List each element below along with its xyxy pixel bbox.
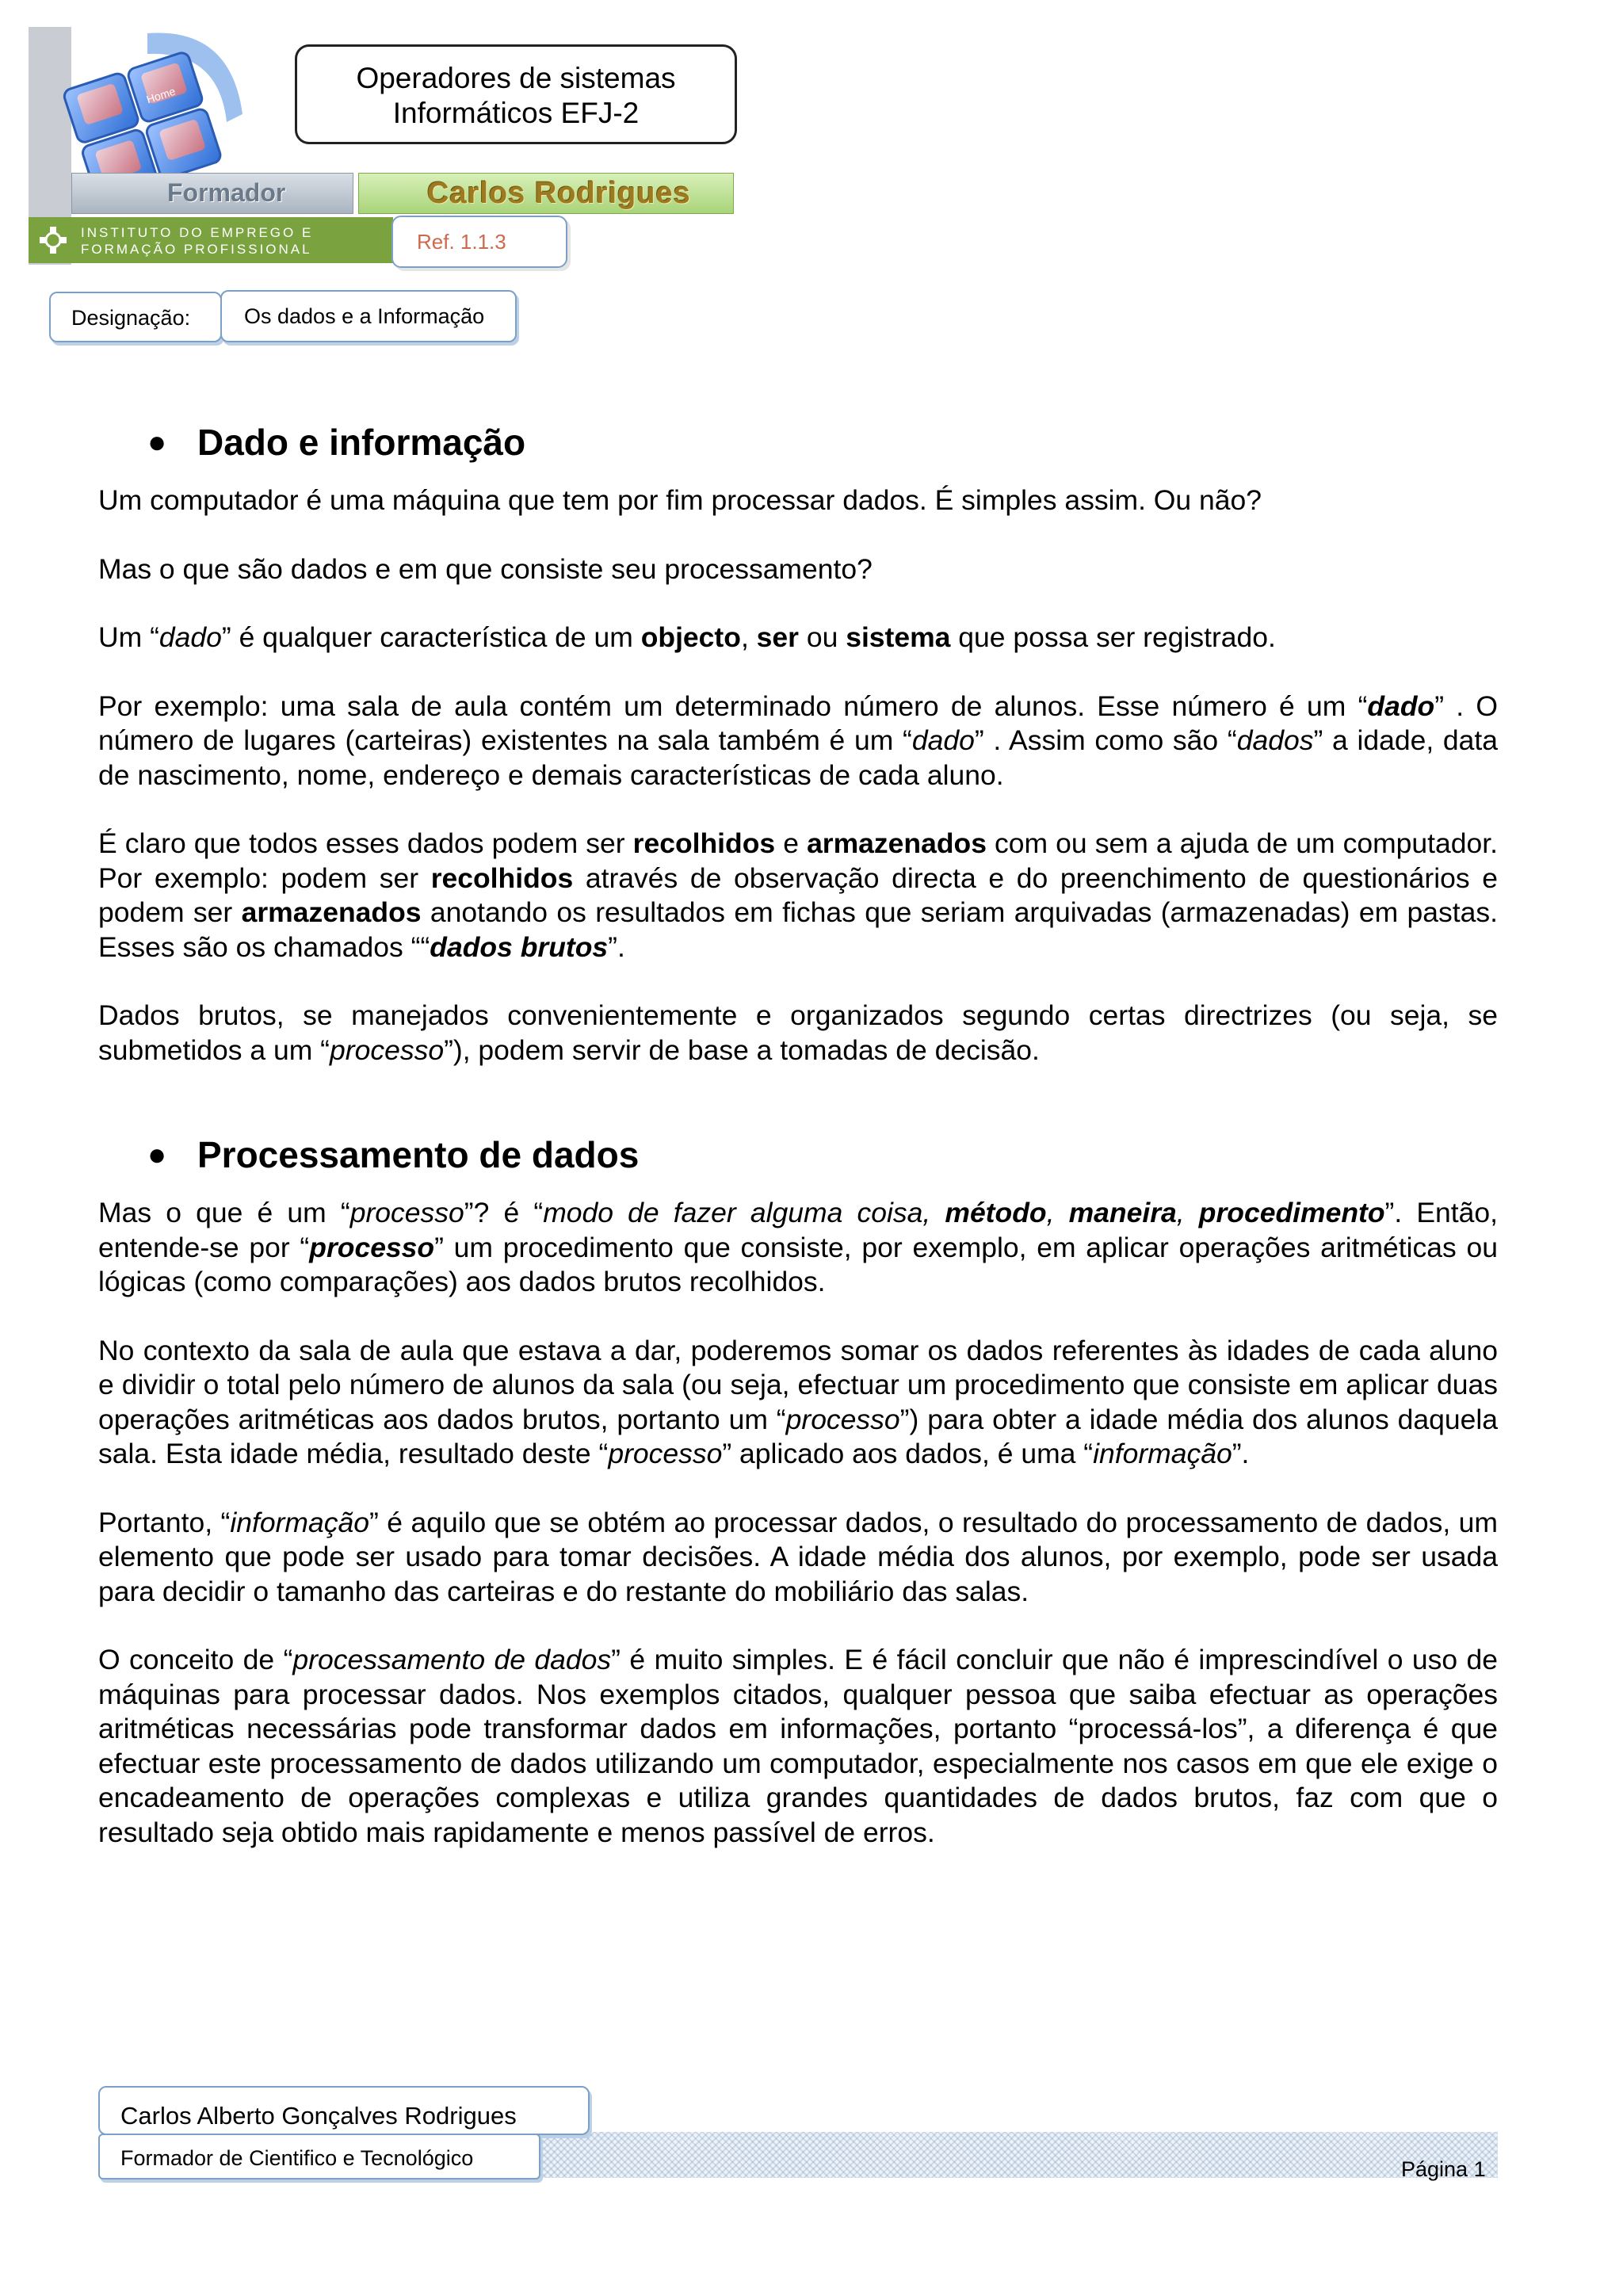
text-run: Por exemplo: uma sala de aula contém um determinado número de alunos. Esse número é um “ [98,690,1368,722]
paragraph [98,552,1498,587]
text-run: ”. [1232,1438,1250,1469]
bullet-icon: ● [147,425,167,460]
emphasis-text: ser [756,621,799,653]
paragraph [98,827,1498,965]
emphasis-text: processo [785,1403,900,1435]
emphasis-text: processo [608,1438,723,1469]
emphasis-text: dado [158,621,222,653]
emphasis-text: método [945,1197,1047,1228]
emphasis-text: recolhidos [632,827,776,859]
designation-label-box [49,292,222,342]
footer-pattern [539,2132,1498,2178]
emphasis-text: , [1176,1197,1199,1228]
institute-line1: INSTITUTO DO EMPREGO E [81,225,314,240]
course-title-line1: Operadores de sistemas [356,62,676,94]
bullet-icon: ● [147,1137,167,1172]
text-run: que possa ser registrado. [950,621,1276,653]
emphasis-text: armazenados [241,896,422,928]
designation-label: Designação: [71,306,191,330]
author-name-box [98,2086,590,2135]
emphasis-text: recolhidos [430,861,574,894]
iefp-banner [29,217,393,263]
text-run: através de observação directa e do preenchimento de questionários e podem ser [98,861,1498,928]
paragraph [98,690,1498,793]
document-body [98,417,1498,1850]
text-run: ” . O número de lugares (carteiras) existentes na sala também é um “ [98,690,1498,756]
paragraph [98,1506,1498,1610]
iefp-emblem-icon [38,225,68,255]
designation-value-box [220,290,517,342]
emphasis-text: procedimento [1198,1197,1385,1228]
paragraph [98,621,1498,655]
text-run: Um “ [98,621,159,653]
text-run: Dados brutos, se manejados convenientemente e organizados segundo certas directrizes (ou seja, se submetidos a um “ [98,999,1498,1066]
formador-strip [71,173,353,214]
paragraph [98,1643,1498,1850]
paragraph [98,999,1498,1068]
emphasis-text: modo de fazer alguma coisa, [543,1197,945,1228]
ref-code: Ref. 1.1.3 [417,230,506,254]
text-run: Portanto, “ [98,1506,231,1538]
paragraph [98,483,1498,518]
emphasis-text: processo [309,1231,435,1263]
text-run: ”), podem servir de base a tomadas de decisão. [444,1033,1040,1066]
text-run: ”) para obter a idade média dos alunos daquela sala. Esta idade média, resultado deste “ [98,1403,1498,1469]
emphasis-text: dado [1367,690,1435,722]
section-heading [98,417,1498,468]
emphasis-text: dado [911,724,975,756]
text-run: Um computador é uma máquina que tem por fim processar dados. É simples assim. Ou não? [98,484,1262,516]
institute-line2: FORMAÇÃO PROFISSIONAL [81,242,312,257]
designation-value: Os dados e a Informação [244,304,485,328]
page-number: Página 1 [1401,2157,1486,2181]
home-key-label: Home [144,84,178,106]
formador-name-strip [358,173,734,214]
section-heading [98,1129,1498,1180]
text-run: ”. Então, entende-se por “ [98,1197,1499,1263]
emphasis-text: armazenados [807,827,987,859]
formador-label: Formador [167,178,286,207]
text-run: ”? é “ [464,1197,544,1228]
emphasis-text: maneira [1068,1197,1177,1228]
emphasis-text: informação [1093,1438,1232,1469]
text-run: e [775,827,808,859]
text-run: O conceito de “ [98,1644,293,1675]
emphasis-text: processo [330,1033,445,1066]
author-name: Carlos Alberto Gonçalves Rodrigues [120,2102,517,2130]
section-heading-text: Processamento de dados [197,1134,640,1175]
text-run: ” é muito simples. E é fácil concluir que não é imprescindível o uso de máquinas para processar dados. Nos exemplos citados, qualquer pessoa que saiba efectuar as operações aritméticas necessárias pode transformar dados em informações, portanto “processá-los”, a diferença é que efectuar este processamento de dados utilizando um computador, especialmente nos casos em que ele exige o encadeamento de operações complexas e utiliza grandes quantidades de dados brutos, faz com que o resultado seja obtido mais rapidamente e menos passível de erros. [98,1644,1499,1848]
text-run: ” é qualquer característica de um [221,621,641,653]
text-run: ” é aquilo que se obtém ao processar dados, o resultado do processamento de dados, um elemento que pode ser usado para tomar decisões. A idade média dos alunos, por exemplo, pode ser usada para decidir o tamanho das carteiras e do restante do mobiliário das salas. [98,1506,1498,1607]
emphasis-text: informação [230,1506,369,1538]
emphasis-text: , [1046,1197,1069,1228]
section-heading-text: Dado e informação [197,422,526,463]
paragraph [98,1334,1498,1472]
emphasis-text: objecto [640,621,741,653]
emphasis-text: sistema [846,621,951,653]
text-run: ” . Assim como são “ [974,724,1237,756]
text-run: ” um procedimento que consiste, por exemplo, em aplicar operações aritméticas ou lógicas (como comparações) aos dados brutos recolhidos. [98,1231,1498,1297]
formador-name: Carlos Rodrigues [427,177,691,210]
text-run: com ou sem a ajuda de um computador. Por exemplo: podem ser [98,827,1498,894]
text-run: ” a idade, data de nascimento, nome, endereço e demais características de cada aluno. [98,724,1499,791]
course-title-box [295,44,737,144]
text-run: Mas o que são dados e em que consiste seu processamento? [98,552,873,585]
emphasis-text: processamento de dados [292,1644,612,1675]
course-title-line2: Informáticos EFJ-2 [392,97,640,129]
text-run: Mas o que é um “ [98,1197,350,1228]
emphasis-text: processo [349,1197,464,1228]
author-role: Formador de Cientifico e Tecnológico [120,2146,474,2170]
text-run: ” aplicado aos dados, é uma “ [722,1438,1094,1469]
paragraph [98,1196,1498,1300]
text-run: É claro que todos esses dados podem ser [98,827,633,859]
author-role-box [98,2134,540,2179]
text-run: No contexto da sala de aula que estava a dar, poderemos somar os dados referentes às idades de cada aluno e dividir o total pelo número de alunos da sala (ou seja, efectuar um procedimento que consiste em aplicar duas operações aritméticas aos dados brutos, portanto um “ [98,1334,1498,1435]
emphasis-text: dados brutos [430,930,609,963]
emphasis-text: dados [1236,724,1314,756]
text-run: , [740,621,757,653]
ref-box [391,216,567,268]
text-run: anotando os resultados em fichas que seriam arquivadas (armazenadas) em pastas. Esses são os chamados ““ [98,896,1499,963]
text-run: ou [798,621,846,653]
text-run: ”. [608,930,625,963]
